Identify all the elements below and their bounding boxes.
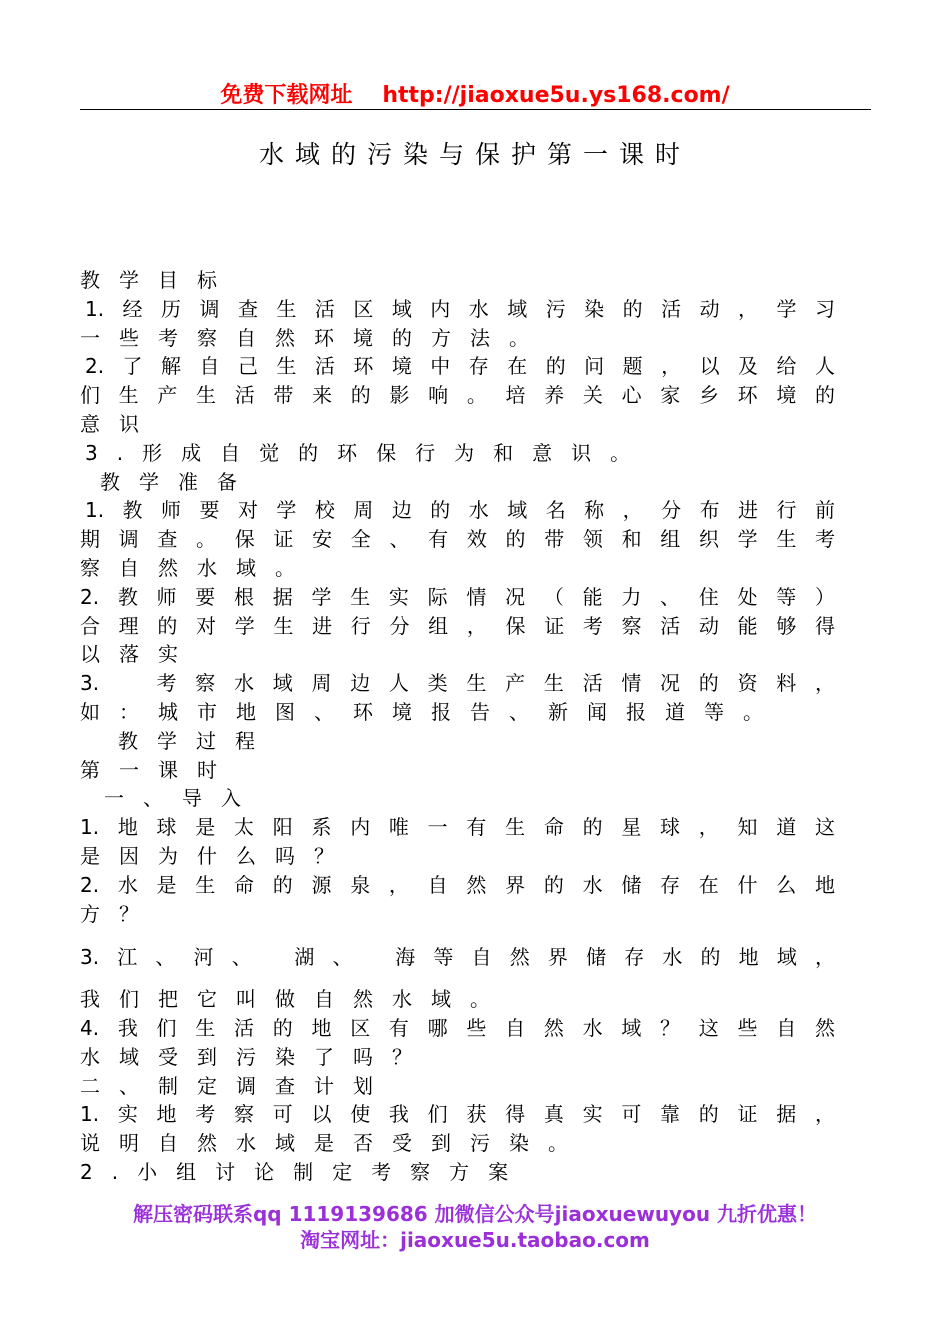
section-heading-process: 教学过程 [118,728,274,753]
body-line: 合理的对学生进行分组，保证考察活动能够得 [80,613,835,638]
download-header [0,78,950,109]
document-body [80,266,835,1187]
body-line: 一些考察自然环境的方法。 [80,325,548,350]
body-line: 们生产生活带来的影响。培养关心家乡环境的 [80,383,835,408]
body-line: 1.经历调查生活区域内水域污染的活动，学习 [85,296,835,321]
body-line: 说明自然水域是否受到污染。 [80,1131,587,1156]
download-label: 免费下载网址 [220,83,353,108]
body-line: 察自然水域。 [80,555,314,580]
section-heading-objectives: 教学目标 [80,268,236,292]
body-line: 我们把它叫做自然水域。 [80,987,509,1012]
lesson-heading: 第一课时 [80,757,236,782]
download-url-link[interactable]: http://jiaoxue5u.ys168.com/ [382,83,730,108]
body-line: 2.了解自己生活环境中存在的问题，以及给人 [85,354,835,379]
body-line: 方？ [80,901,158,926]
body-line: 2.教师要根据学生实际情况（能力、住处等） [80,584,835,609]
body-line: 2.水是生命的源泉，自然界的水储存在什么地 [80,872,835,897]
body-line: 水域受到污染了吗？ [80,1044,431,1069]
body-line: 意识 [80,411,158,436]
body-line: 3.江、河、 湖、 海等自然界储存水的地域， [80,945,835,970]
body-line: 期调查。保证安全、有效的带领和组织学生考 [80,527,835,552]
section-heading-preparation: 教学准备 [100,469,256,494]
body-line: 是因为什么吗？ [80,843,353,868]
subsection-heading-intro: 一、导入 [104,786,260,811]
body-line: 1.教师要对学校周边的水域名称，分布进行前 [85,498,835,523]
footer-shop-link[interactable]: 淘宝网址：jiaoxue5u.taobao.com [300,1228,650,1252]
body-line: 2.小组讨论制定考察方案 [80,1159,528,1184]
document-title: 水域的污染与保护第一课时 [258,140,691,169]
subsection-heading-plan: 二、制定调查计划 [80,1073,392,1098]
body-line: 1.地球是太阳系内唯一有生命的星球，知道这 [80,815,835,840]
footer-contact: 解压密码联系qq 1119139686 加微信公众号jiaoxuewuyou 九折优惠！ [132,1202,818,1226]
body-line: 1.实地考察可以使我们获得真实可靠的证据， [80,1102,835,1127]
body-line: 如：城市地图、环境报告、新闻报道等。 [80,699,782,724]
body-line: 4.我们生活的地区有哪些自然水域？这些自然 [80,1015,835,1040]
body-line: 以落实 [80,642,197,667]
header-divider [80,109,871,110]
body-line: 3.形成自觉的环保行为和意识。 [85,440,650,465]
body-line: 3. 考察水域周边人类生产生活情况的资料， [80,671,835,696]
